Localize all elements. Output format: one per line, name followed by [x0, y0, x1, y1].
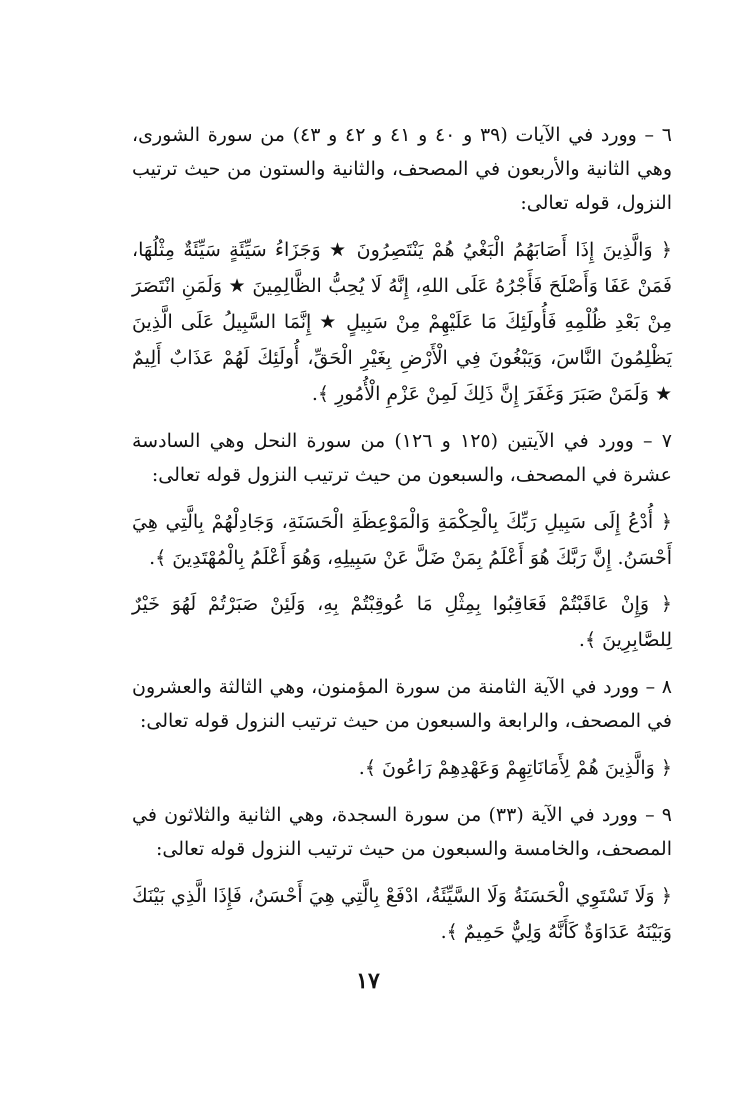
page-number: ١٧	[356, 968, 380, 994]
item-6-verse: ﴿ وَالَّذِينَ إِذَا أَصَابَهُمُ الْبَغْيُ هُمْ يَنْتَصِرُونَ ★ وَجَزَاءُ سَيِّئَةٍ سَيِّئَةٌ مِثْلُهَا، فَمَنْ عَفَا وَأَصْلَحَ فَأَجْرُهُ عَلَى اللهِ، إِنَّهُ لَا يُحِبُّ الظَّالِمِينَ ★ وَلَمَنِ انْتَصَرَ مِنْ بَعْدِ ظُلْمِهِ فَأُولَئِكَ مَا عَلَيْهِمْ مِنْ سَبِيلٍ ★ إِنَّمَا السَّبِيلُ عَلَى الَّذِينَ يَظْلِمُونَ النَّاسَ، وَيَبْغُونَ فِي الْأَرْضِ بِغَيْرِ الْحَقِّ، أُولَئِكَ لَهُمْ عَذَابٌ أَلِيمٌ ★ وَلَمَنْ صَبَرَ وَغَفَرَ إِنَّ ذَلِكَ لَمِنْ عَزْمِ الْأُمُورِ ﴾.	[132, 239, 672, 405]
item-8-intro: ٨ – وورد في الآية الثامنة من سورة المؤمنون، وهي الثالثة والعشرون في المصحف، والرابعة والسبعون من حيث ترتيب النزول قوله تعالى:	[132, 676, 672, 732]
item-7-verse-1: ﴿ أُدْعُ إِلَى سَبِيلِ رَبِّكَ بِالْحِكْمَةِ وَالْمَوْعِظَةِ الْحَسَنَةِ، وَجَادِلْهُمْ بِالَّتِي هِيَ أَحْسَنُ. إِنَّ رَبَّكَ هُوَ أَعْلَمُ بِمَنْ ضَلَّ عَنْ سَبِيلِهِ، وَهُوَ أَعْلَمُ بِالْمُهْتَدِينَ ﴾.	[132, 511, 672, 569]
item-9-intro: ٩ – وورد في الآية (٣٣) من سورة السجدة، وهي الثانية والثلاثون في المصحف، والخامسة والسبعون من حيث ترتيب النزول قوله تعالى:	[132, 804, 673, 860]
item-7-intro: ٧ – وورد في الآيتين (١٢٥ و ١٢٦) من سورة النحل وهي السادسة عشرة في المصحف، والسبعون من حيث ترتيب النزول قوله تعالى:	[132, 430, 672, 486]
item-7-verse-2: ﴿ وَإِنْ عَاقَبْتُمْ فَعَاقِبُوا بِمِثْلِ مَا عُوقِبْتُمْ بِهِ، وَلَئِنْ صَبَرْتُمْ لَهُوَ خَيْرٌ لِلصَّابِرِينَ ﴾.	[132, 593, 672, 651]
page-body	[132, 118, 672, 962]
item-8-verse: ﴿ وَالَّذِينَ هُمْ لِأَمَانَاتِهِمْ وَعَهْدِهِمْ رَاعُونَ ﴾.	[358, 757, 672, 779]
item-6-intro: ٦ – وورد في الآيات (٣٩ و ٤٠ و ٤١ و ٤٢ و ٤٣) من سورة الشورى، وهي الثانية والأربعون في المصحف، والثانية والستون من حيث ترتيب النزول، قوله تعالى:	[132, 124, 672, 214]
item-9-verse: ﴿ وَلَا تَسْتَوِي الْحَسَنَةُ وَلَا السَّيِّئَةُ، ادْفَعْ بِالَّتِي هِيَ أَحْسَنُ، فَإِذَا الَّذِي بَيْنَكَ وَبَيْنَهُ عَدَاوَةٌ كَأَنَّهُ وَلِيٌّ حَمِيمٌ ﴾.	[132, 885, 672, 943]
